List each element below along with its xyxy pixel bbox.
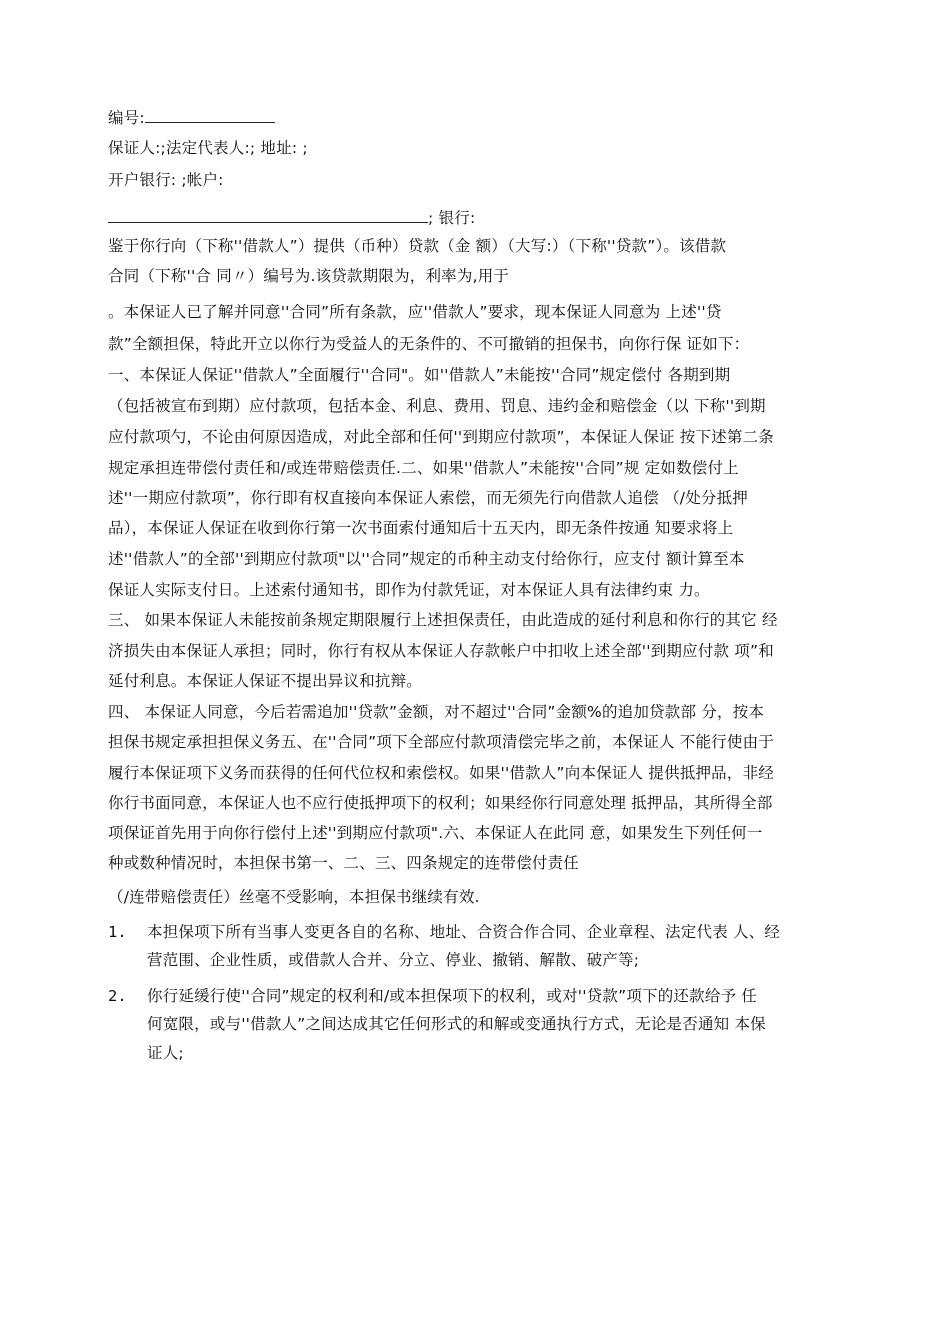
item-number: 2.: [108, 987, 127, 1005]
body-line: 规定承担连带偿付责任和/或连带赔偿责任.二、如果''借款人”未能按''合同”规 定如数偿付上: [108, 459, 739, 477]
body-line: 四、 本保证人同意，今后若需追加''贷款”金额，对不超过''合同”金额%的追加贷款部 分，按本: [108, 703, 765, 721]
body-line: 种或数种情况时，本担保书第一、二、三、四条规定的连带偿付责任: [108, 854, 580, 872]
body-line: 。本保证人已了解并同意''合同”所有条款，应''借款人”要求，现本保证人同意为 上述''贷: [108, 303, 722, 321]
body-line: 款”全额担保，特此开立以你行为受益人的无条件的、不可撤销的担保书，向你行保 证如下：: [108, 335, 750, 353]
body-line: 履行本保证项下义务而获得的任何代位权和索偿权。如果''借款人”向本保证人 提供抵押品，非经: [108, 764, 774, 782]
body-line: 合同（下称''合 同〃）编号为.该贷款期限为，利率为,用于: [108, 267, 510, 285]
body-line: 担保书规定承担担保义务五、在''合同”项下全部应付款项清偿完毕之前，本保证人 不能行使由于: [108, 733, 774, 751]
body-line: 述''一期应付款项”，你行即有权直接向本保证人索偿，而无须先行向借款人追偿 （/处分抵押: [108, 489, 749, 507]
contract-number-label: 编号:: [108, 109, 145, 127]
body-line: 述''借款人”的全部''到期应付款项"以''合同”规定的币种主动支付给你行，应支付 额计算至本: [108, 550, 745, 568]
body-line: 保证人实际支付日。上述索付通知书，即作为付款凭证，对本保证人具有法律约束 力。: [108, 581, 710, 599]
item-line: 你行延缓行使''合同”规定的权利和/或本担保项下的权利，或对''贷款”项下的还款给予 任: [147, 987, 758, 1005]
account-blank: [108, 208, 428, 223]
item-line: 本担保项下所有当事人变更各自的名称、地址、合资合作合同、企业章程、法定代表 人、经: [147, 923, 781, 941]
bank-line-2: [108, 208, 475, 228]
contract-number-blank: [145, 108, 275, 123]
body-line: 济损失由本保证人承担；同时，你行有权从本保证人存款帐户中扣收上述全部''到期应付款 项”和: [108, 642, 774, 660]
body-line: （/连带赔偿责任）丝毫不受影响，本担保书继续有效.: [108, 888, 480, 906]
body-line: 项保证首先用于向你行偿付上述''到期应付款项".六、本保证人在此同 意，如果发生下列任何一: [108, 824, 763, 842]
item-line: 营范围、企业性质，或借款人合并、分立、停业、撤销、解散、破产等;: [147, 951, 640, 969]
contract-number-line: [108, 108, 275, 128]
item-number: 1.: [108, 923, 127, 941]
body-line: （包括被宣布到期）应付款项，包括本金、利息、费用、罚息、违约金和赔偿金（以 下称''到期: [108, 397, 766, 415]
item-line: 何宽限，或与''借款人”之间达成其它任何形式的和解或变通执行方式，无论是否通知 本保: [147, 1015, 766, 1033]
body-line: 鉴于你行向（下称''借款人”）提供（币种）贷款（金 额）（大写:）（下称''贷款”）。该借款: [108, 237, 727, 255]
body-line: 品），本保证人保证在收到你行第一次书面索付通知后十五天内，即无条件按通 知要求将上: [108, 519, 734, 537]
bank-label-2: ; 银行:: [428, 209, 476, 227]
body-line: 延付利息。本保证人保证不提出异议和抗辩。: [108, 672, 423, 690]
body-line: 三、 如果本保证人未能按前条规定期限履行上述担保责任，由此造成的延付利息和你行的其它 经: [108, 611, 778, 629]
guarantor-line: 保证人:;法定代表人:; 地址: ;: [108, 139, 308, 157]
body-line: 应付款项勺，不论由何原因造成，对此全部和任何''到期应付款项”，本保证人保证 按下述第二条: [108, 428, 774, 446]
body-line: 你行书面同意，本保证人也不应行使抵押项下的权利；如果经你行同意处理 抵押品，其所得全部: [108, 794, 773, 812]
body-line: 一、本保证人保证''借款人”全面履行''合同"。如''借款人”未能按''合同”规定偿付 各期到期: [108, 366, 731, 384]
bank-account-line: 开户银行: ;帐户:: [108, 171, 224, 189]
item-line: 证人;: [147, 1044, 184, 1062]
